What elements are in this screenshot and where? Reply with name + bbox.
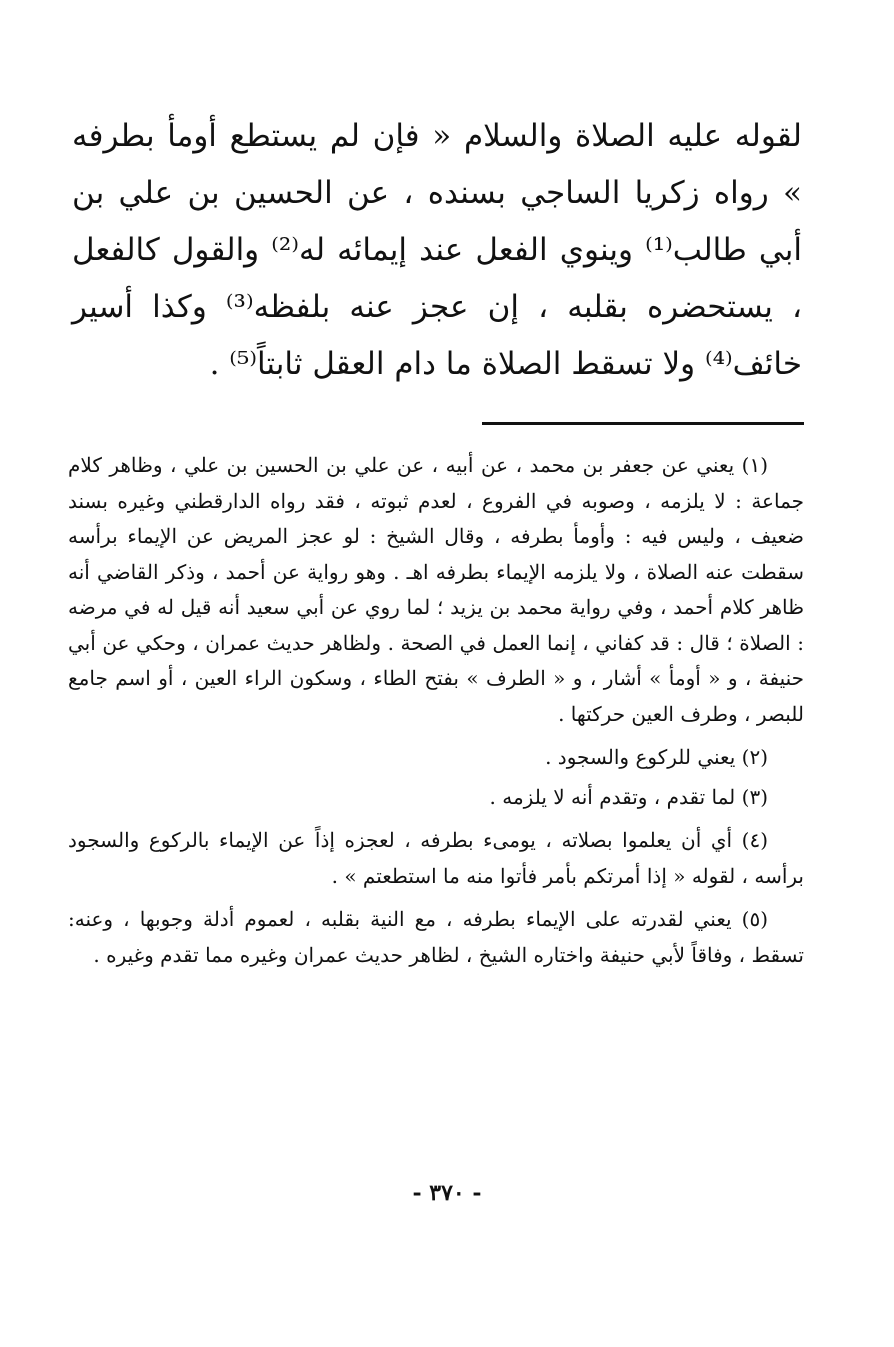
footnote-separator-rule [482, 422, 804, 425]
main-text-block [72, 108, 802, 393]
page-number: - ٣٧٠ - [412, 1180, 482, 1206]
main-paragraph: لقوله عليه الصلاة والسلام « فإن لم يستطع أومأ بطرفه » رواه زكريا الساجي بسنده ، عن الحسين بن علي بن أبي طالب⁽¹⁾ وينوي الفعل عند إيمائه له⁽²⁾ والقول كالفعل ، يستحضره بقلبه ، إن عجز عنه بلفظه⁽³⁾ وكذا أسير خائف⁽⁴⁾ ولا تسقط الصلاة ما دام العقل ثابتاً⁽⁵⁾ . [72, 118, 802, 382]
footnote-2: (٢) يعني للركوع والسجود . [545, 745, 768, 769]
footnote-5: (٥) يعني لقدرته على الإيماء بطرفه ، مع النية بقلبه ، لعموم أدلة وجوبها ، وعنه: تسقط ، وفاقاً لأبي حنيفة واختاره الشيخ ، لظاهر حديث عمران وغيره مما تقدم وغيره . [68, 907, 804, 967]
footnote-4: (٤) أي أن يعلموا بصلاته ، يومىء بطرفه ، لعجزه إذاً عن الإيماء بالركوع والسجود برأسه ، لقوله « إذا أمرتكم بأمر فأتوا منه ما استطعتم » . [68, 828, 804, 888]
footnotes-block [68, 448, 804, 973]
footnote-1: (١) يعني عن جعفر بن محمد ، عن أبيه ، عن علي بن الحسين بن علي ، وظاهر كلام جماعة : لا يلزمه ، وصوبه في الفروع ، لعدم ثبوته ، فقد رواه الدارقطني وغيره بسند ضعيف ، وليس فيه : وأومأ بطرفه ، وقال الشيخ : لو عجز المريض عن الإيماء برأسه سقطت عنه الصلاة ، ولا يلزمه الإيماء بطرفه اهـ . وهو رواية عن أحمد ، وذكر القاضي أنه ظاهر كلام أحمد ، وفي رواية محمد بن يزيد ؛ لما روي عن أبي سعيد أنه قيل له في مرضه : الصلاة ؛ قال : قد كفاني ، إنما العمل في الصحة . ولظاهر حديث عمران ، وحكي عن أبي حنيفة ، و « أومأ » أشار ، و « الطرف » بفتح الطاء ، وسكون الراء العين ، أو اسم جامع للبصر ، وطرف العين حركتها . [68, 453, 804, 726]
footnote-3: (٣) لما تقدم ، وتقدم أنه لا يلزمه . [489, 784, 768, 809]
